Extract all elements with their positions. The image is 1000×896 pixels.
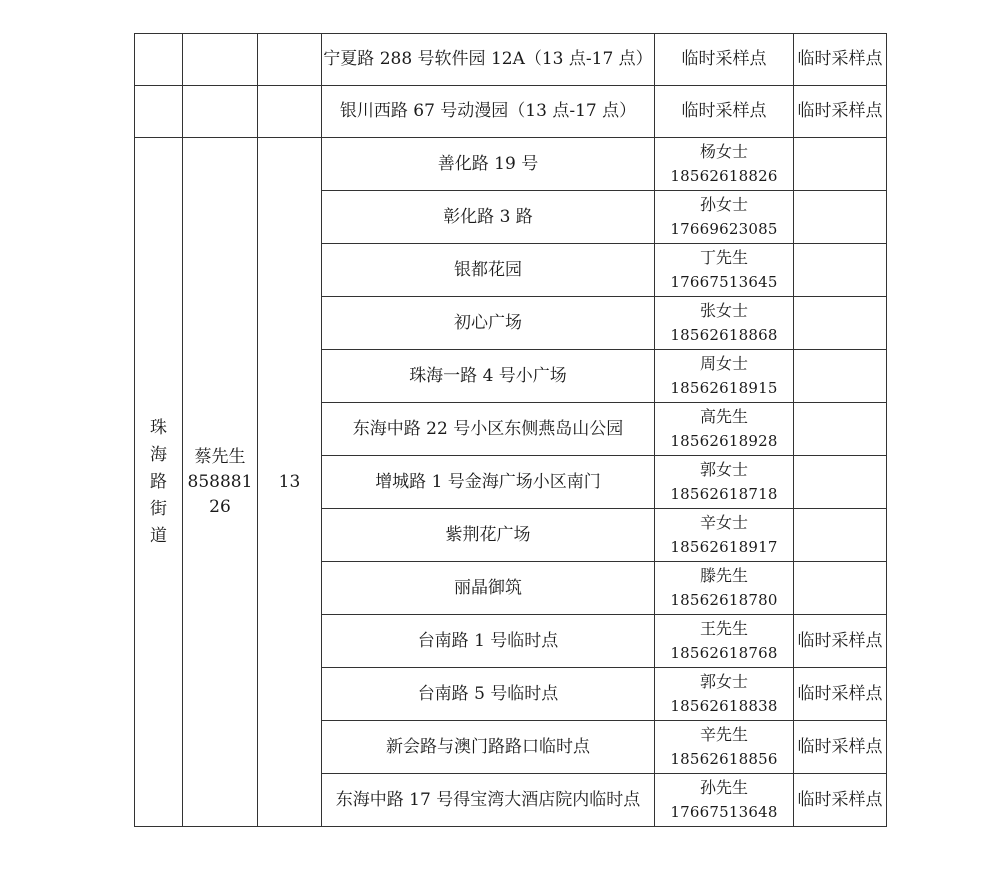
site-address: 珠海一路 4 号小广场 — [322, 350, 655, 403]
site-contact — [655, 244, 794, 297]
site-contact — [655, 668, 794, 721]
site-address: 宁夏路 288 号软件园 12A（13 点-17 点） — [322, 34, 655, 86]
leader-cell-empty — [183, 34, 258, 86]
leader-cell-empty — [183, 86, 258, 138]
site-note: 临时采样点 — [794, 86, 887, 138]
contact-phone: 18562618917 — [670, 538, 778, 556]
street-cell-empty — [135, 34, 183, 86]
site-note — [794, 350, 887, 403]
contact-phone: 18562618928 — [670, 432, 778, 450]
site-note: 临时采样点 — [794, 721, 887, 774]
site-type: 临时采样点 — [655, 86, 794, 138]
contact-phone: 18562618768 — [670, 644, 778, 662]
contact-name: 张女士 — [699, 301, 748, 320]
table-row — [135, 138, 887, 191]
contact-name: 孙先生 — [699, 778, 748, 797]
site-note: 临时采样点 — [794, 774, 887, 827]
site-note — [794, 509, 887, 562]
contact-phone: 18562618868 — [670, 326, 778, 344]
count-cell-empty — [258, 34, 322, 86]
site-note — [794, 297, 887, 350]
site-note — [794, 244, 887, 297]
contact-name: 辛女士 — [699, 513, 748, 532]
site-contact — [655, 509, 794, 562]
contact-name: 丁先生 — [699, 248, 748, 267]
leader-name: 蔡先生 — [194, 446, 246, 467]
street-name: 珠海路街道 — [150, 417, 167, 546]
site-note — [794, 191, 887, 244]
contact-name: 周女士 — [699, 354, 748, 373]
contact-phone: 18562618838 — [670, 697, 778, 715]
contact-phone: 18562618718 — [670, 485, 778, 503]
site-address: 东海中路 22 号小区东侧燕岛山公园 — [322, 403, 655, 456]
contact-name: 杨女士 — [699, 142, 748, 161]
contact-phone: 17667513645 — [670, 273, 778, 291]
site-address: 丽晶御筑 — [322, 562, 655, 615]
contact-name: 郭女士 — [699, 460, 748, 479]
contact-name: 滕先生 — [699, 566, 748, 585]
site-contact — [655, 403, 794, 456]
site-address: 增城路 1 号金海广场小区南门 — [322, 456, 655, 509]
site-note — [794, 138, 887, 191]
contact-phone: 18562618856 — [670, 750, 778, 768]
site-contact — [655, 721, 794, 774]
contact-phone: 18562618826 — [670, 167, 778, 185]
site-note — [794, 456, 887, 509]
site-contact — [655, 297, 794, 350]
site-note — [794, 562, 887, 615]
contact-name: 孙女士 — [699, 195, 748, 214]
contact-name: 辛先生 — [699, 725, 748, 744]
contact-name: 王先生 — [699, 619, 748, 638]
site-address: 台南路 1 号临时点 — [322, 615, 655, 668]
contact-phone: 17669623085 — [670, 220, 778, 238]
site-contact — [655, 138, 794, 191]
street-name-cell — [135, 138, 183, 827]
site-contact — [655, 615, 794, 668]
sampling-sites-table — [134, 33, 887, 827]
street-leader-cell — [183, 138, 258, 827]
site-address: 银都花园 — [322, 244, 655, 297]
site-contact — [655, 456, 794, 509]
table-row — [135, 34, 887, 86]
site-note: 临时采样点 — [794, 34, 887, 86]
site-contact — [655, 562, 794, 615]
site-address: 初心广场 — [322, 297, 655, 350]
table-row — [135, 86, 887, 138]
contact-phone: 18562618915 — [670, 379, 778, 397]
site-address: 台南路 5 号临时点 — [322, 668, 655, 721]
site-contact — [655, 774, 794, 827]
street-cell-empty — [135, 86, 183, 138]
contact-name: 郭女士 — [699, 672, 748, 691]
site-address: 彰化路 3 路 — [322, 191, 655, 244]
site-note: 临时采样点 — [794, 668, 887, 721]
count-cell-empty — [258, 86, 322, 138]
site-address: 紫荆花广场 — [322, 509, 655, 562]
contact-phone: 17667513648 — [670, 803, 778, 821]
contact-name: 高先生 — [699, 407, 748, 426]
contact-phone: 18562618780 — [670, 591, 778, 609]
site-contact — [655, 350, 794, 403]
site-address: 东海中路 17 号得宝湾大酒店院内临时点 — [322, 774, 655, 827]
site-contact — [655, 191, 794, 244]
site-note: 临时采样点 — [794, 615, 887, 668]
site-address: 善化路 19 号 — [322, 138, 655, 191]
site-address: 银川西路 67 号动漫园（13 点-17 点） — [322, 86, 655, 138]
site-type: 临时采样点 — [655, 34, 794, 86]
site-count: 13 — [258, 138, 322, 827]
leader-phone: 85888126 — [187, 471, 253, 517]
site-note — [794, 403, 887, 456]
site-address: 新会路与澳门路路口临时点 — [322, 721, 655, 774]
